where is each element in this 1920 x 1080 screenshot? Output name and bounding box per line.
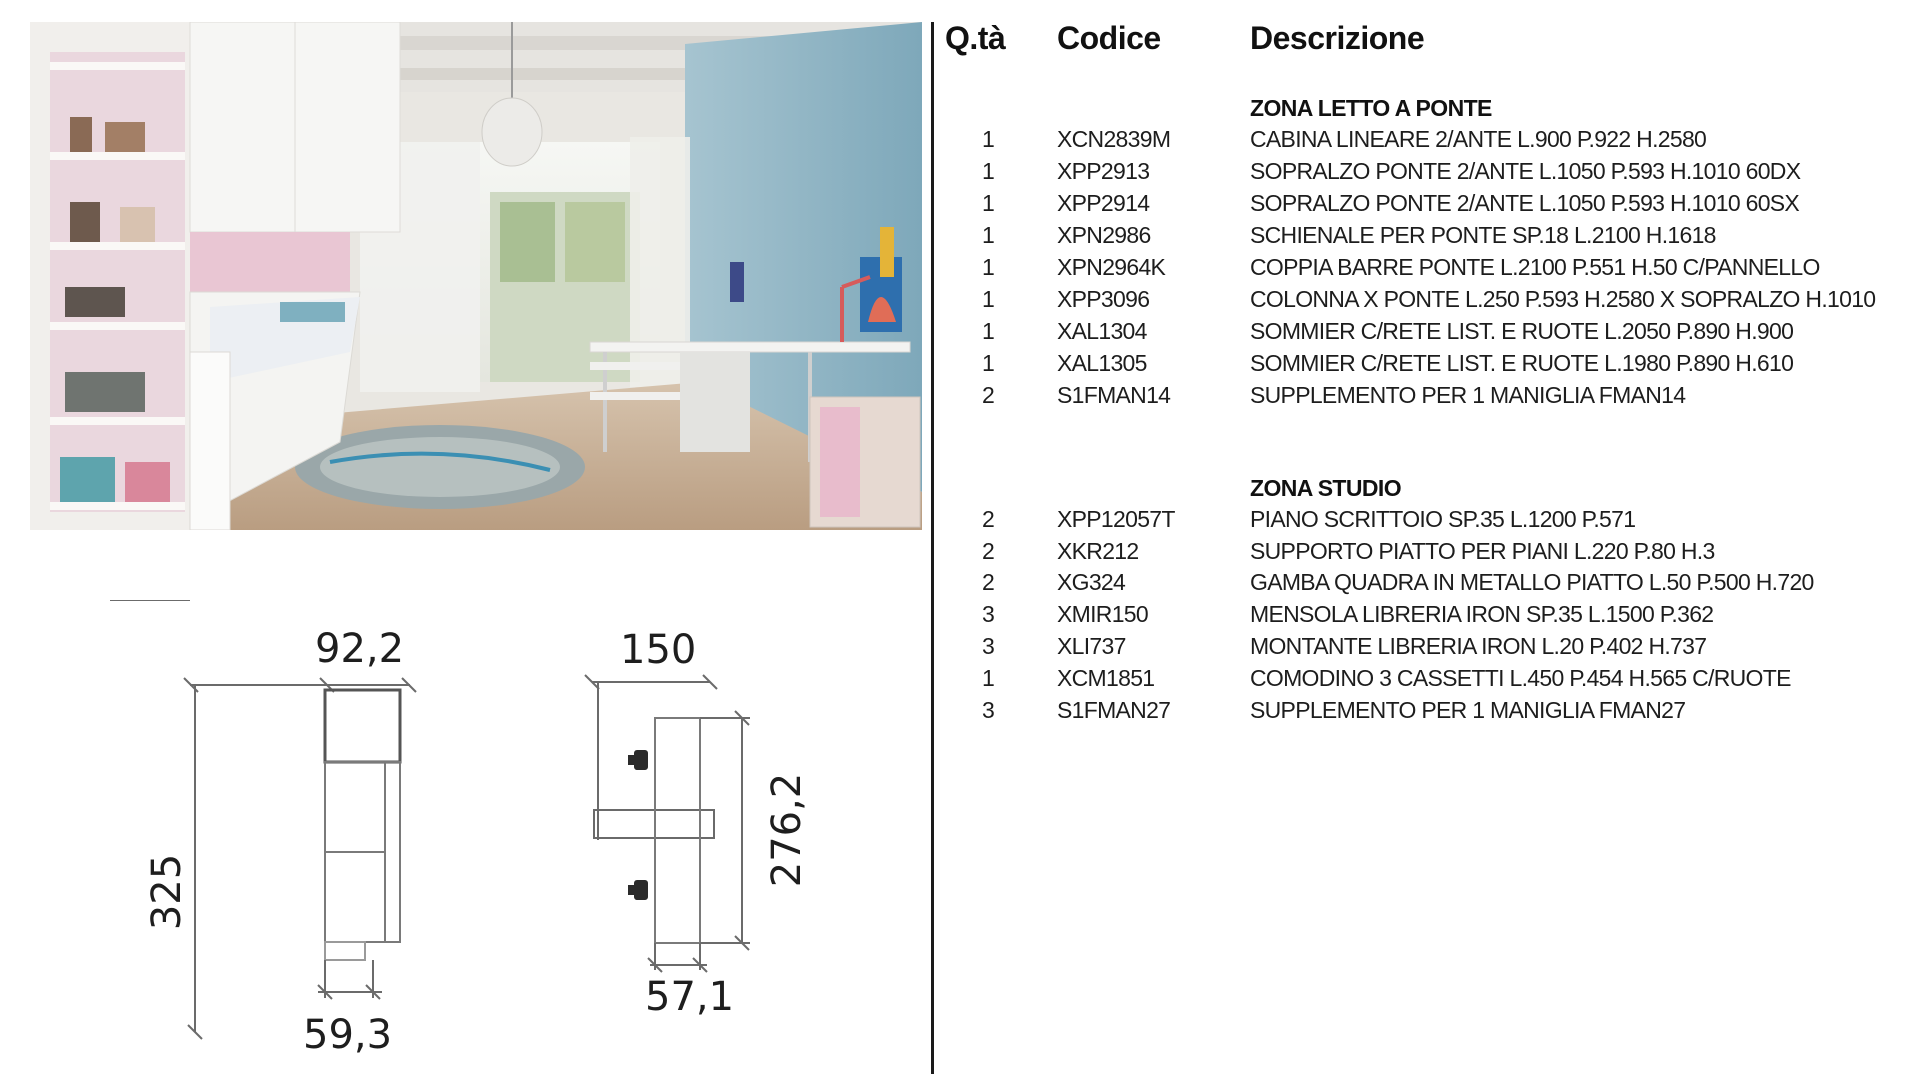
dim-bed-width: 92,2 [315,626,405,672]
dim-desk-depth: 57,1 [645,974,735,1020]
table-row: 3 S1FMAN27 SUPPLEMENTO PER 1 MANIGLIA FMAN27 [981,697,1686,723]
table-row: 2 XKR212 SUPPORTO PIATTO PER PIANI L.220 P.80 H.3 [981,538,1715,564]
header-description: Descrizione [1250,20,1425,56]
table-row: 1 XPN2986 SCHIENALE PER PONTE SP.18 L.2100 H.1618 [981,222,1716,248]
section-title-zona-letto: ZONA LETTO A PONTE [1250,95,1492,121]
chair-icons [628,750,648,900]
table-row: 2 S1FMAN14 SUPPLEMENTO PER 1 MANIGLIA FMAN14 [981,382,1686,408]
dim-bed-height: 325 [144,853,190,931]
dim-bed-depth: 59,3 [303,1012,393,1058]
table-row: 2 XPP12057T PIANO SCRITTOIO SP.35 L.1200 P.571 [981,506,1636,532]
table-row: 2 XG324 GAMBA QUADRA IN METALLO PIATTO L.50 P.500 H.720 [981,569,1814,595]
table-row: 3 XMIR150 MENSOLA LIBRERIA IRON SP.35 L.1500 P.362 [981,601,1714,627]
technical-drawings [110,600,830,1060]
table-row: 1 XAL1305 SOMMIER C/RETE LIST. E RUOTE L.1980 P.890 H.610 [981,350,1794,376]
section-title-zona-studio: ZONA STUDIO [1250,475,1401,501]
header-code: Codice [1057,20,1161,56]
table-row: 1 XCM1851 COMODINO 3 CASSETTI L.450 P.454 H.565 C/RUOTE [981,665,1791,691]
dim-desk-width: 150 [620,627,697,673]
table-row: 1 XPP2913 SOPRALZO PONTE 2/ANTE L.1050 P.593 H.1010 60DX [981,158,1801,184]
table-row: 1 XPN2964K COPPIA BARRE PONTE L.2100 P.551 H.50 C/PANNELLO [981,254,1820,280]
table-row: 1 XPP2914 SOPRALZO PONTE 2/ANTE L.1050 P.593 H.1010 60SX [981,190,1800,216]
table-row: 1 XAL1304 SOMMIER C/RETE LIST. E RUOTE L.2050 P.890 H.900 [981,318,1794,344]
desk-plan [585,675,750,972]
room-photo [30,22,922,530]
dim-desk-height: 276,2 [764,772,810,888]
table-row: 1 XPP3096 COLONNA X PONTE L.250 P.593 H.2580 X SOPRALZO H.1010 [981,286,1876,312]
table-row: 1 XCN2839M CABINA LINEARE 2/ANTE L.900 P.922 H.2580 [981,126,1707,152]
column-divider [931,22,934,1074]
header-qty: Q.tà [945,20,1006,56]
table-row: 3 XLI737 MONTANTE LIBRERIA IRON L.20 P.402 H.737 [981,633,1707,659]
